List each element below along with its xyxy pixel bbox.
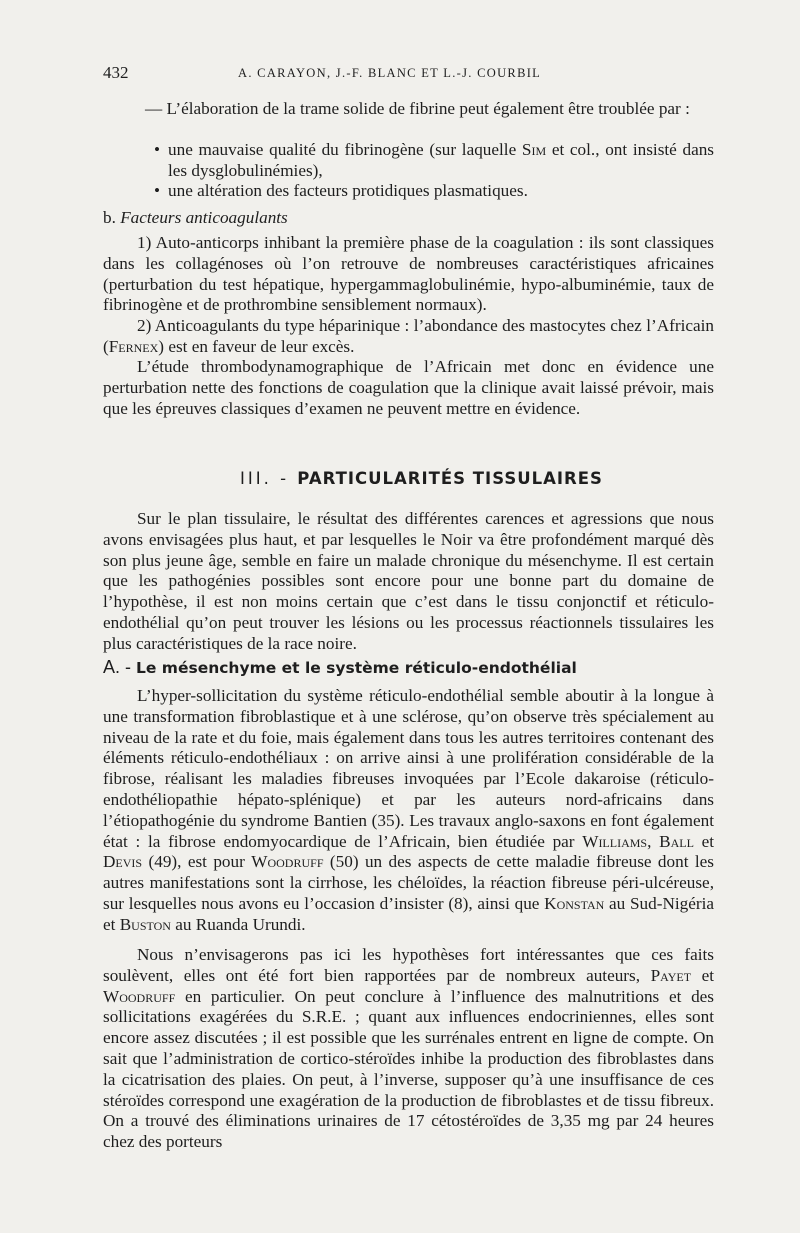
text-run: L’hyper-sollicitation du système réticulo-endothélial semble aboutir à la longue à une transformation fibroblastique et à une sclérose, qu’on observe très spécialement au niveau de la rate et du foie, mais également dans tous les autres territoires contenant des éléments réticulo-endothéliaux : on arrive ainsi à une prolifération considérable de la fibrose, réalisant les maladies fibreuses invoquées par l’Ecole dakaroise (réticulo-endothéliopathie hépato-splénique) et par les auteurs nord-africains dans l’étiopathogénie du syndrome Bantien (35). Les travaux anglo-saxons en font également état : la fibrose endomyocardique de l’Africain, bien étudiée par [103, 686, 714, 851]
author-name: Konstan [544, 893, 605, 913]
text-run: , [647, 831, 660, 851]
running-head: A. CARAYON, J.-F. BLANC ET L.-J. COURBIL [238, 66, 542, 80]
text-run: 2) Anticoagulants du type héparinique : l’abondance des mastocytes chez l’Africain ( [103, 316, 714, 356]
page-number: 432 [103, 63, 129, 82]
bullet-text: une altération des facteurs protidiques plasmatiques. [168, 181, 528, 200]
author-name: Sim [521, 140, 547, 159]
text-run: Nous n’envisagerons pas ici les hypothèses fort intéressantes que ces faits soulèvent, elles ont été fort bien rapportées par de nombreux auteurs, [103, 945, 714, 985]
text-run: ) est en faveur de leur excès. [158, 336, 355, 356]
author-name: Fernex [108, 336, 159, 356]
section-iii-heading [240, 469, 603, 488]
section-letter: A. - [103, 657, 137, 677]
author-name: Payet [650, 965, 692, 985]
text-run: (49), est pour [142, 852, 252, 872]
author-name: Buston [119, 914, 171, 934]
author-name: Ball [659, 831, 694, 851]
text-run: au Ruanda Urundi. [170, 914, 306, 934]
fibrine-intro-text: — L’élaboration de la trame solide de fibrine peut également être troublée par : [145, 99, 690, 118]
section-b-title: Facteurs anticoagulants [120, 208, 288, 227]
section-a-heading [103, 657, 577, 678]
text-run: en particulier. On peut conclure à l’influence des malnutritions et des sollicitations exagérées du S.R.E. ; quant aux influences endocriniennes, elles sont encore assez discutées ; il est possible que les surrénales entrent en ligne de compte. On sait que l’administration de cortico-stéroïdes inhibe la production des fibroblastes dans la cicatrisation des plaies. On peut, à l’inverse, supposer qu’à une insuffisance de ces stéroïdes correspond une exagération de la production de fibroblastes et de tissu fibreux. On a trouvé des éliminations urinaires de 17 cétostéroïdes de 3,35 mg par 24 heures chez des porteurs [103, 986, 714, 1152]
author-name: Devis [103, 852, 143, 872]
fibrine-intro [145, 99, 714, 120]
paragraph [103, 945, 714, 1153]
bullet-item [154, 181, 714, 202]
section-title: Le mésenchyme et le système réticulo-endothélial [136, 659, 577, 677]
section-number: III. - [240, 469, 298, 488]
bullet-text: une mauvaise qualité du fibrinogène (sur laquelle [168, 140, 522, 159]
author-name: Woodruff [103, 986, 176, 1006]
bullet-text: et col., ont insisté dans les dysglobulinémies), [168, 140, 714, 180]
text-run: au Sud-Nigéria et [103, 893, 714, 934]
text-run: et [691, 965, 714, 985]
section-b-label: b. [103, 208, 121, 227]
section-title: PARTICULARITÉS TISSULAIRES [297, 469, 603, 488]
bullet-icon: • [154, 181, 161, 200]
text-run: et [693, 831, 715, 851]
paragraph: 1) Auto-anticorps inhibant la première phase de la coagulation : ils sont classiques dans les collagénoses où l’on retrouve de nombreuses caractéristiques africaines (perturbation du test hépatique, hypergammaglobulinémie, hypo-albuminémie, taux de fibrinogène et de prothrombine sensiblement normaux). [103, 233, 714, 315]
text-run: (50) un des aspects de cette maladie fibreuse dont les autres manifestations sont la cirrhose, les chéloïdes, la réaction fibreuse péri-ulcéreuse, sur lesquelles nous avons eu l’occasion d’insister (8), ainsi que [103, 852, 714, 913]
paragraph: Sur le plan tissulaire, le résultat des différentes carences et agressions que nous avons envisagées plus haut, et par lesquelles le Noir va être profondément marqué dès son plus jeune âge, semble en faire un malade chronique du mésenchyme. Il est certain que les pathogénies possibles sont encore pour une bonne part du domaine de l’hypothèse, il est non moins certain que c’est dans le tissu conjonctif et réticulo-endothélial qu’on peut trouver les lésions ou les processus réactionnels tissulaires les plus caractéristiques de la race noire. [103, 509, 714, 653]
bullet-item [154, 140, 714, 182]
author-name: Woodruff [251, 852, 324, 872]
paragraph [103, 686, 714, 936]
paragraph [103, 316, 714, 358]
bullet-icon: • [154, 140, 161, 159]
author-name: Williams [582, 831, 648, 851]
section-b-heading [103, 208, 714, 229]
paragraph: L’étude thrombodynamographique de l’Africain met donc en évidence une perturbation nette des fonctions de coagulation que la clinique avait laissé prévoir, mais que les épreuves classiques d’examen ne peuvent mettre en évidence. [103, 357, 714, 418]
